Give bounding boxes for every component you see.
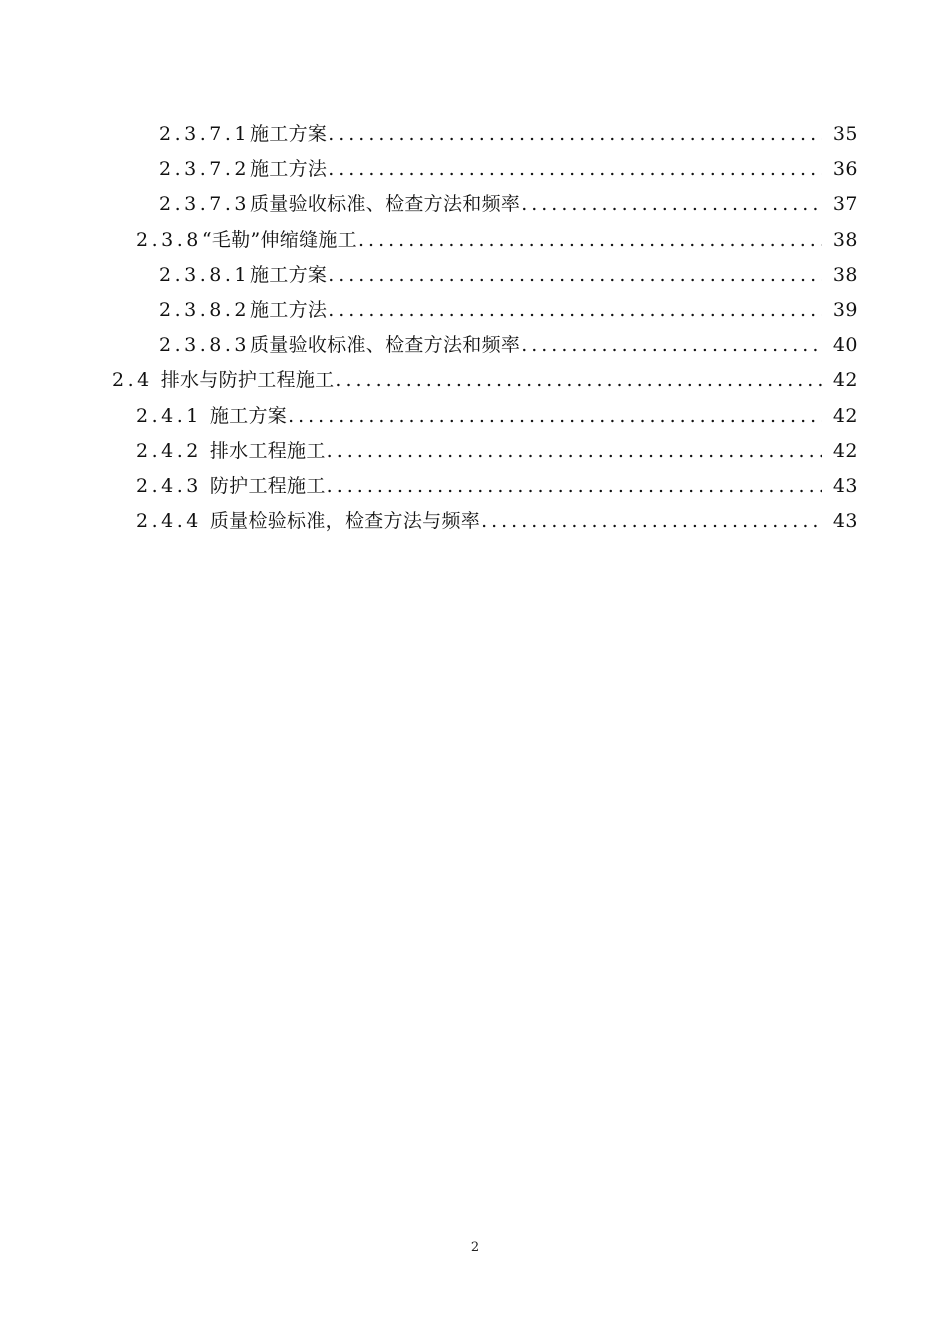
toc-entry-number: 2.3.7.2 <box>159 158 250 181</box>
toc-dot-leader <box>327 469 822 504</box>
toc-entry-page: 38 <box>832 263 858 286</box>
toc-entry-number: 2.3.7.3 <box>159 193 250 216</box>
toc-entry-title: 施工方案 <box>249 263 328 286</box>
toc-entry[interactable] <box>0 293 950 328</box>
toc-entry-number: 2.4.2 <box>136 439 202 462</box>
toc-entry-page: 38 <box>832 228 858 251</box>
toc-entry-number: 2.3.8.1 <box>159 263 250 286</box>
toc-entry[interactable] <box>0 363 950 398</box>
toc-dot-leader <box>358 223 822 258</box>
toc-entry[interactable] <box>0 504 950 539</box>
toc-dot-leader <box>328 117 822 152</box>
toc-entry-page: 43 <box>832 510 858 533</box>
toc-entry-title: 排水与防护工程施工 <box>160 369 335 392</box>
toc-entry[interactable] <box>0 152 950 187</box>
toc-entry-title: 施工方案 <box>209 404 288 427</box>
toc-entry-page: 42 <box>832 439 858 462</box>
toc-dot-leader <box>288 399 822 434</box>
toc-entry-number: 2.4 <box>112 369 153 392</box>
toc-entry-page: 42 <box>832 404 858 427</box>
toc-dot-leader <box>335 363 822 398</box>
toc-entry-number: 2.4.1 <box>136 404 202 427</box>
toc-entry-title: 施工方法 <box>249 158 328 181</box>
toc-dot-leader <box>521 328 822 363</box>
toc-entry[interactable] <box>0 399 950 434</box>
toc-entry-number: 2.4.3 <box>136 474 202 497</box>
toc-entry-page: 36 <box>832 158 858 181</box>
toc-entry-title: “毛勒”伸缩缝施工 <box>201 228 357 251</box>
toc-entry[interactable] <box>0 187 950 222</box>
toc-entry-number: 2.3.8.3 <box>159 334 250 357</box>
toc-dot-leader <box>521 187 822 222</box>
toc-entry-title: 质量验收标准、检查方法和频率 <box>249 193 521 216</box>
toc-dot-leader <box>481 504 822 539</box>
toc-entry-title: 质量检验标准，检查方法与频率 <box>209 510 481 533</box>
toc-entry-number: 2.3.7.1 <box>159 123 250 145</box>
toc-entry-page: 39 <box>832 298 858 321</box>
toc-dot-leader <box>328 293 822 328</box>
toc-entry-page: 42 <box>832 369 858 392</box>
toc-entry-title: 施工方案 <box>249 123 328 145</box>
toc-entry-number: 2.3.8 <box>136 228 202 251</box>
page-number: 2 <box>470 1240 480 1255</box>
toc-dot-leader <box>327 434 822 469</box>
toc-entry-title: 质量验收标准、检查方法和频率 <box>249 334 521 357</box>
toc-entry-title: 排水工程施工 <box>209 439 326 462</box>
table-of-contents <box>0 117 950 539</box>
toc-entry-number: 2.4.4 <box>136 510 202 533</box>
toc-entry-number: 2.3.8.2 <box>159 298 250 321</box>
toc-entry-page: 37 <box>832 193 858 216</box>
toc-entry[interactable] <box>0 223 950 258</box>
toc-entry[interactable] <box>0 434 950 469</box>
toc-entry[interactable] <box>0 469 950 504</box>
toc-entry-page: 35 <box>832 123 858 145</box>
toc-entry[interactable] <box>0 117 950 152</box>
toc-dot-leader <box>328 152 822 187</box>
toc-dot-leader <box>328 258 822 293</box>
toc-entry-page: 43 <box>832 474 858 497</box>
toc-entry[interactable] <box>0 258 950 293</box>
toc-entry[interactable] <box>0 328 950 363</box>
toc-entry-title: 防护工程施工 <box>209 474 326 497</box>
toc-entry-title: 施工方法 <box>249 298 328 321</box>
toc-entry-page: 40 <box>832 334 858 357</box>
